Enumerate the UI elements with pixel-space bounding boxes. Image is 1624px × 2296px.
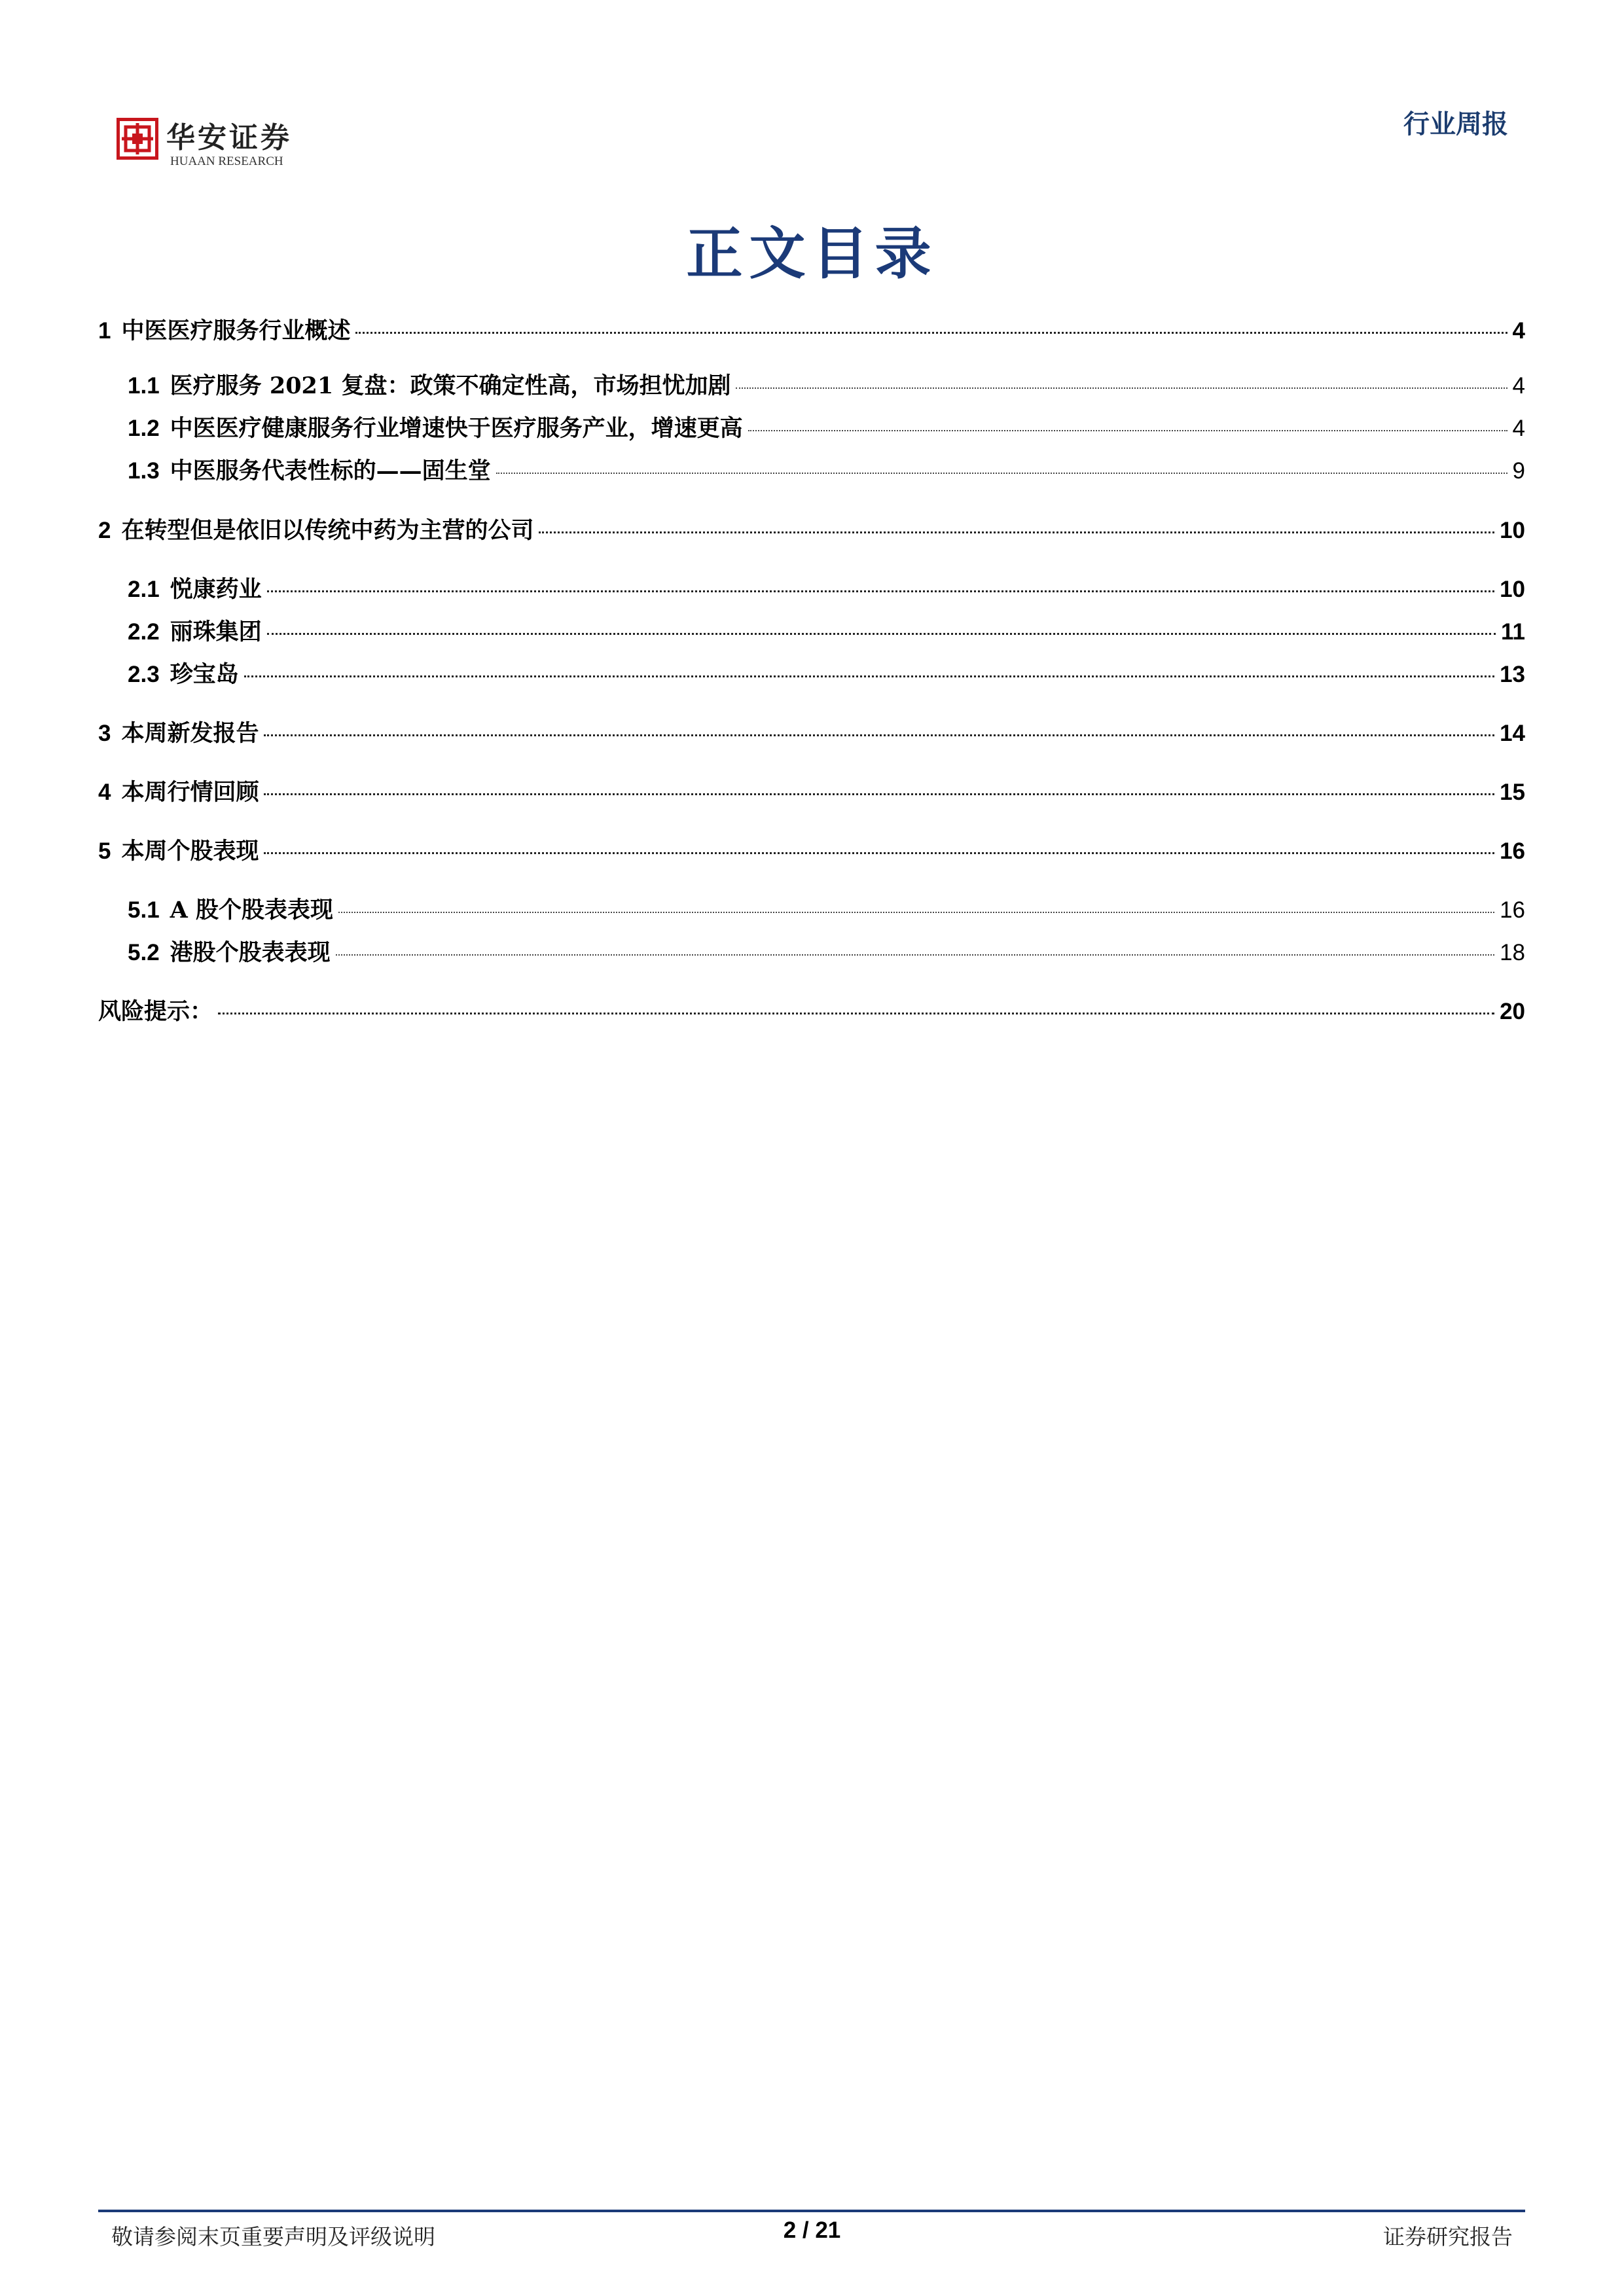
toc-entry-title: 悦康药业 <box>170 576 262 603</box>
seal-icon <box>117 118 158 160</box>
toc-entry-page: 4 <box>1512 373 1525 399</box>
toc-dot-leader <box>264 793 1494 795</box>
toc-entry[interactable] <box>98 512 1525 545</box>
toc-entry-title: 医疗服务 2021 复盘：政策不确定性高，市场担忧加剧 <box>170 372 731 399</box>
toc-entry[interactable] <box>128 614 1525 647</box>
logo-english-name: HUAAN RESEARCH <box>170 154 283 168</box>
footer-divider <box>98 2210 1525 2212</box>
toc-entry-number: 4 <box>98 780 111 805</box>
toc-dot-leader <box>539 531 1494 533</box>
toc-dot-leader <box>218 1013 1494 1014</box>
toc-dot-leader <box>264 852 1494 854</box>
page-number: 2 / 21 <box>783 2217 841 2243</box>
toc-entry-title: 中医服务代表性标的——固生堂 <box>170 457 491 484</box>
toc-entry[interactable] <box>128 935 1525 967</box>
toc-entry[interactable] <box>128 368 1525 401</box>
toc-dot-leader <box>736 387 1507 389</box>
footer-doc-type: 证券研究报告 <box>1383 2224 1513 2250</box>
toc-entry-number: 1 <box>98 318 111 344</box>
toc-entry-title: 中医医疗服务行业概述 <box>121 317 351 344</box>
toc-entry[interactable] <box>128 571 1525 604</box>
toc-entry-number: 2.2 <box>128 619 160 645</box>
toc-entry-page: 16 <box>1500 838 1525 864</box>
toc-entry-page: 16 <box>1500 897 1525 923</box>
toc-entry-page: 11 <box>1501 619 1525 645</box>
logo-chinese-name: 华安证券 <box>166 121 292 154</box>
toc-entry-number: 5.2 <box>128 940 160 965</box>
toc-dot-leader <box>267 633 1496 635</box>
toc-entry-title: 珍宝岛 <box>170 661 239 688</box>
toc-entry-page: 10 <box>1500 518 1525 543</box>
toc-entry[interactable] <box>98 994 1525 1026</box>
toc-entry-title: 在转型但是依旧以传统中药为主营的公司 <box>121 517 534 544</box>
toc-entry-title: 丽珠集团 <box>170 619 262 645</box>
toc-dot-leader <box>244 675 1494 677</box>
toc-entry-title: 本周新发报告 <box>121 720 259 747</box>
toc-entry-number: 3 <box>98 721 111 746</box>
toc-entry-number: 1.3 <box>128 458 160 484</box>
toc-entry-page: 18 <box>1500 940 1525 965</box>
toc-entry[interactable] <box>98 313 1525 346</box>
toc-entry[interactable] <box>98 833 1525 866</box>
toc-dot-leader <box>748 430 1507 431</box>
toc-entry-number: 5.1 <box>128 897 160 923</box>
toc-entry-page: 4 <box>1512 416 1525 441</box>
toc-entry-number: 5 <box>98 838 111 864</box>
toc-entry-title: 港股个股表表现 <box>170 939 331 966</box>
toc-entry[interactable] <box>128 410 1525 443</box>
toc-dot-leader <box>355 332 1507 334</box>
toc-entry-number: 2.1 <box>128 577 160 602</box>
toc-entry-title: 本周行情回顾 <box>121 779 259 806</box>
footer-disclaimer: 敬请参阅末页重要声明及评级说明 <box>111 2224 435 2250</box>
toc-entry[interactable] <box>128 892 1525 925</box>
toc-entry-page: 9 <box>1512 458 1525 484</box>
toc-entry-title: A 股个股表表现 <box>170 897 333 924</box>
toc-dot-leader <box>336 954 1494 956</box>
toc-entry-number: 1.2 <box>128 416 160 441</box>
toc-entry-title: 风险提示： <box>98 998 213 1025</box>
toc-dot-leader <box>267 590 1494 592</box>
report-type-label: 行业周报 <box>1403 109 1508 139</box>
toc-dot-leader <box>338 912 1494 913</box>
toc-entry-page: 14 <box>1500 721 1525 746</box>
page-title: 正文目录 <box>686 221 938 287</box>
toc-entry-number: 2 <box>98 518 111 543</box>
toc-entry-page: 10 <box>1500 577 1525 602</box>
toc-entry-page: 4 <box>1512 318 1525 344</box>
toc-entry-number: 1.1 <box>128 373 160 399</box>
toc-entry[interactable] <box>98 774 1525 807</box>
toc-dot-leader <box>496 473 1507 474</box>
toc-entry-number: 2.3 <box>128 662 160 687</box>
toc-entry-page: 15 <box>1500 780 1525 805</box>
toc-entry[interactable] <box>98 715 1525 748</box>
toc-entry-title: 中医医疗健康服务行业增速快于医疗服务产业，增速更高 <box>170 415 743 442</box>
company-logo <box>111 111 321 177</box>
toc-entry-title: 本周个股表现 <box>121 838 259 865</box>
toc-entry[interactable] <box>128 453 1525 486</box>
toc-entry-page: 20 <box>1500 999 1525 1024</box>
toc-entry-page: 13 <box>1500 662 1525 687</box>
toc-entry[interactable] <box>128 656 1525 689</box>
toc-dot-leader <box>264 734 1494 736</box>
